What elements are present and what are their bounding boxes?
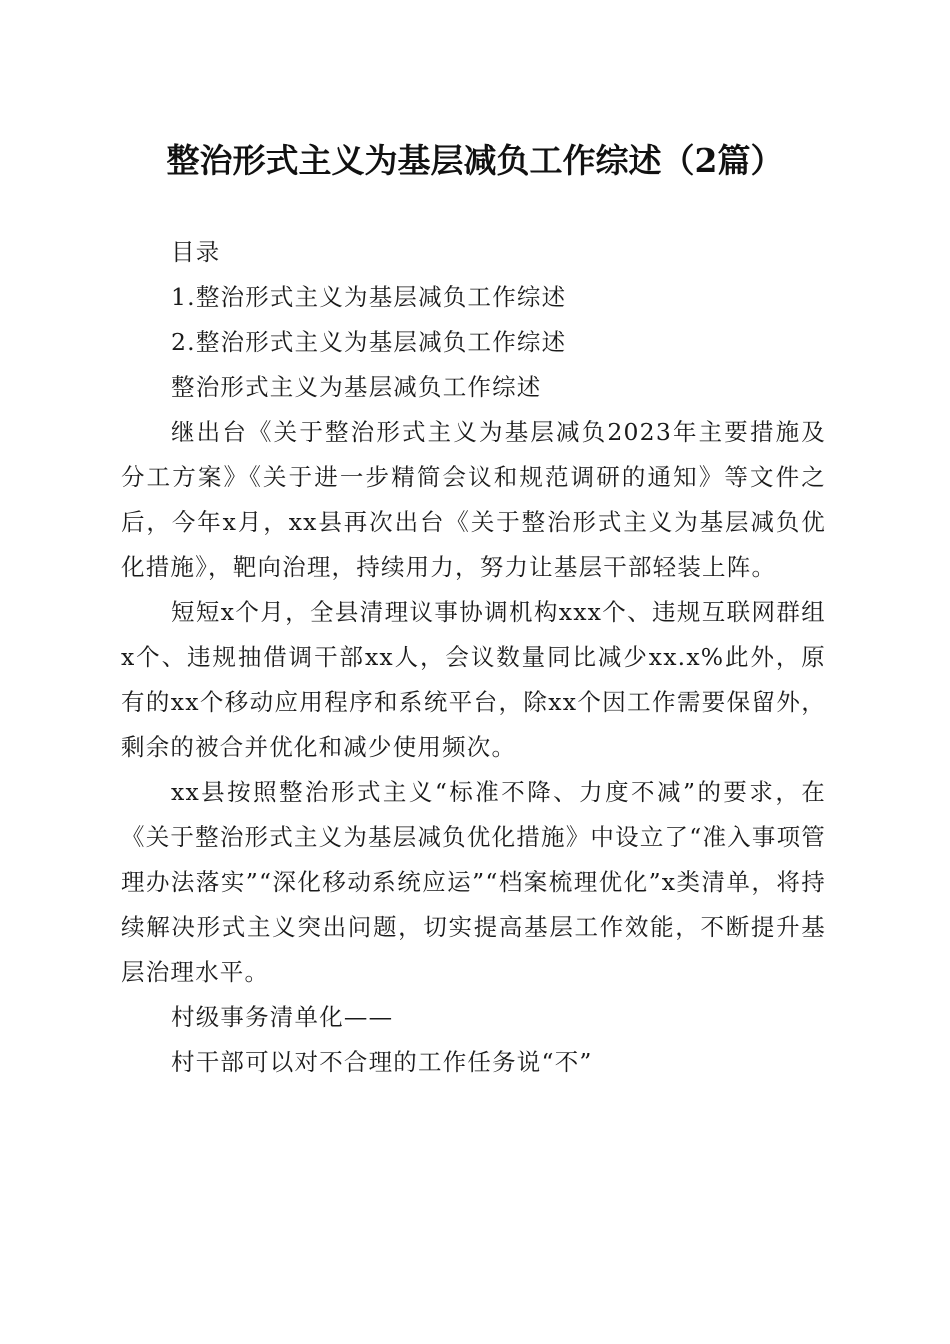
paragraph: xx县按照整治形式主义“标准不降、力度不减”的要求，在《关于整治形式主义为基层减负优化措施》中设立了“准入事项管理办法落实”“深化移动系统应运”“档案梳理优化”x类清单，将持续解决形式主义突出问题，切实提高基层工作效能，不断提升基层治理水平。 [121, 778, 826, 986]
document-title: 整治形式主义为基层减负工作综述（2篇） [166, 141, 784, 180]
toc-item: 2.整治形式主义为基层减负工作综述 [171, 328, 567, 356]
paragraph: 继出台《关于整治形式主义为基层减负2023年主要措施及分工方案》《关于进一步精简会议和规范调研的通知》等文件之后，今年x月，xx县再次出台《关于整治形式主义为基层减负优化措施》，靶向治理，持续用力，努力让基层干部轻装上阵。 [121, 418, 826, 581]
paragraph: 短短x个月，全县清理议事协调机构xxx个、违规互联网群组x个、违规抽借调干部xx人，会议数量同比减少xx.x%此外，原有的xx个移动应用程序和系统平台，除xx个因工作需要保留外，剩余的被合并优化和减少使用频次。 [121, 598, 826, 761]
section-title: 整治形式主义为基层减负工作综述 [171, 373, 542, 401]
document-body [121, 230, 826, 1085]
toc-item: 1.整治形式主义为基层减负工作综述 [171, 283, 567, 311]
toc-heading: 目录 [171, 238, 221, 266]
subheading: 村级事务清单化—— [171, 1003, 394, 1031]
subheading: 村干部可以对不合理的工作任务说“不” [171, 1048, 593, 1076]
